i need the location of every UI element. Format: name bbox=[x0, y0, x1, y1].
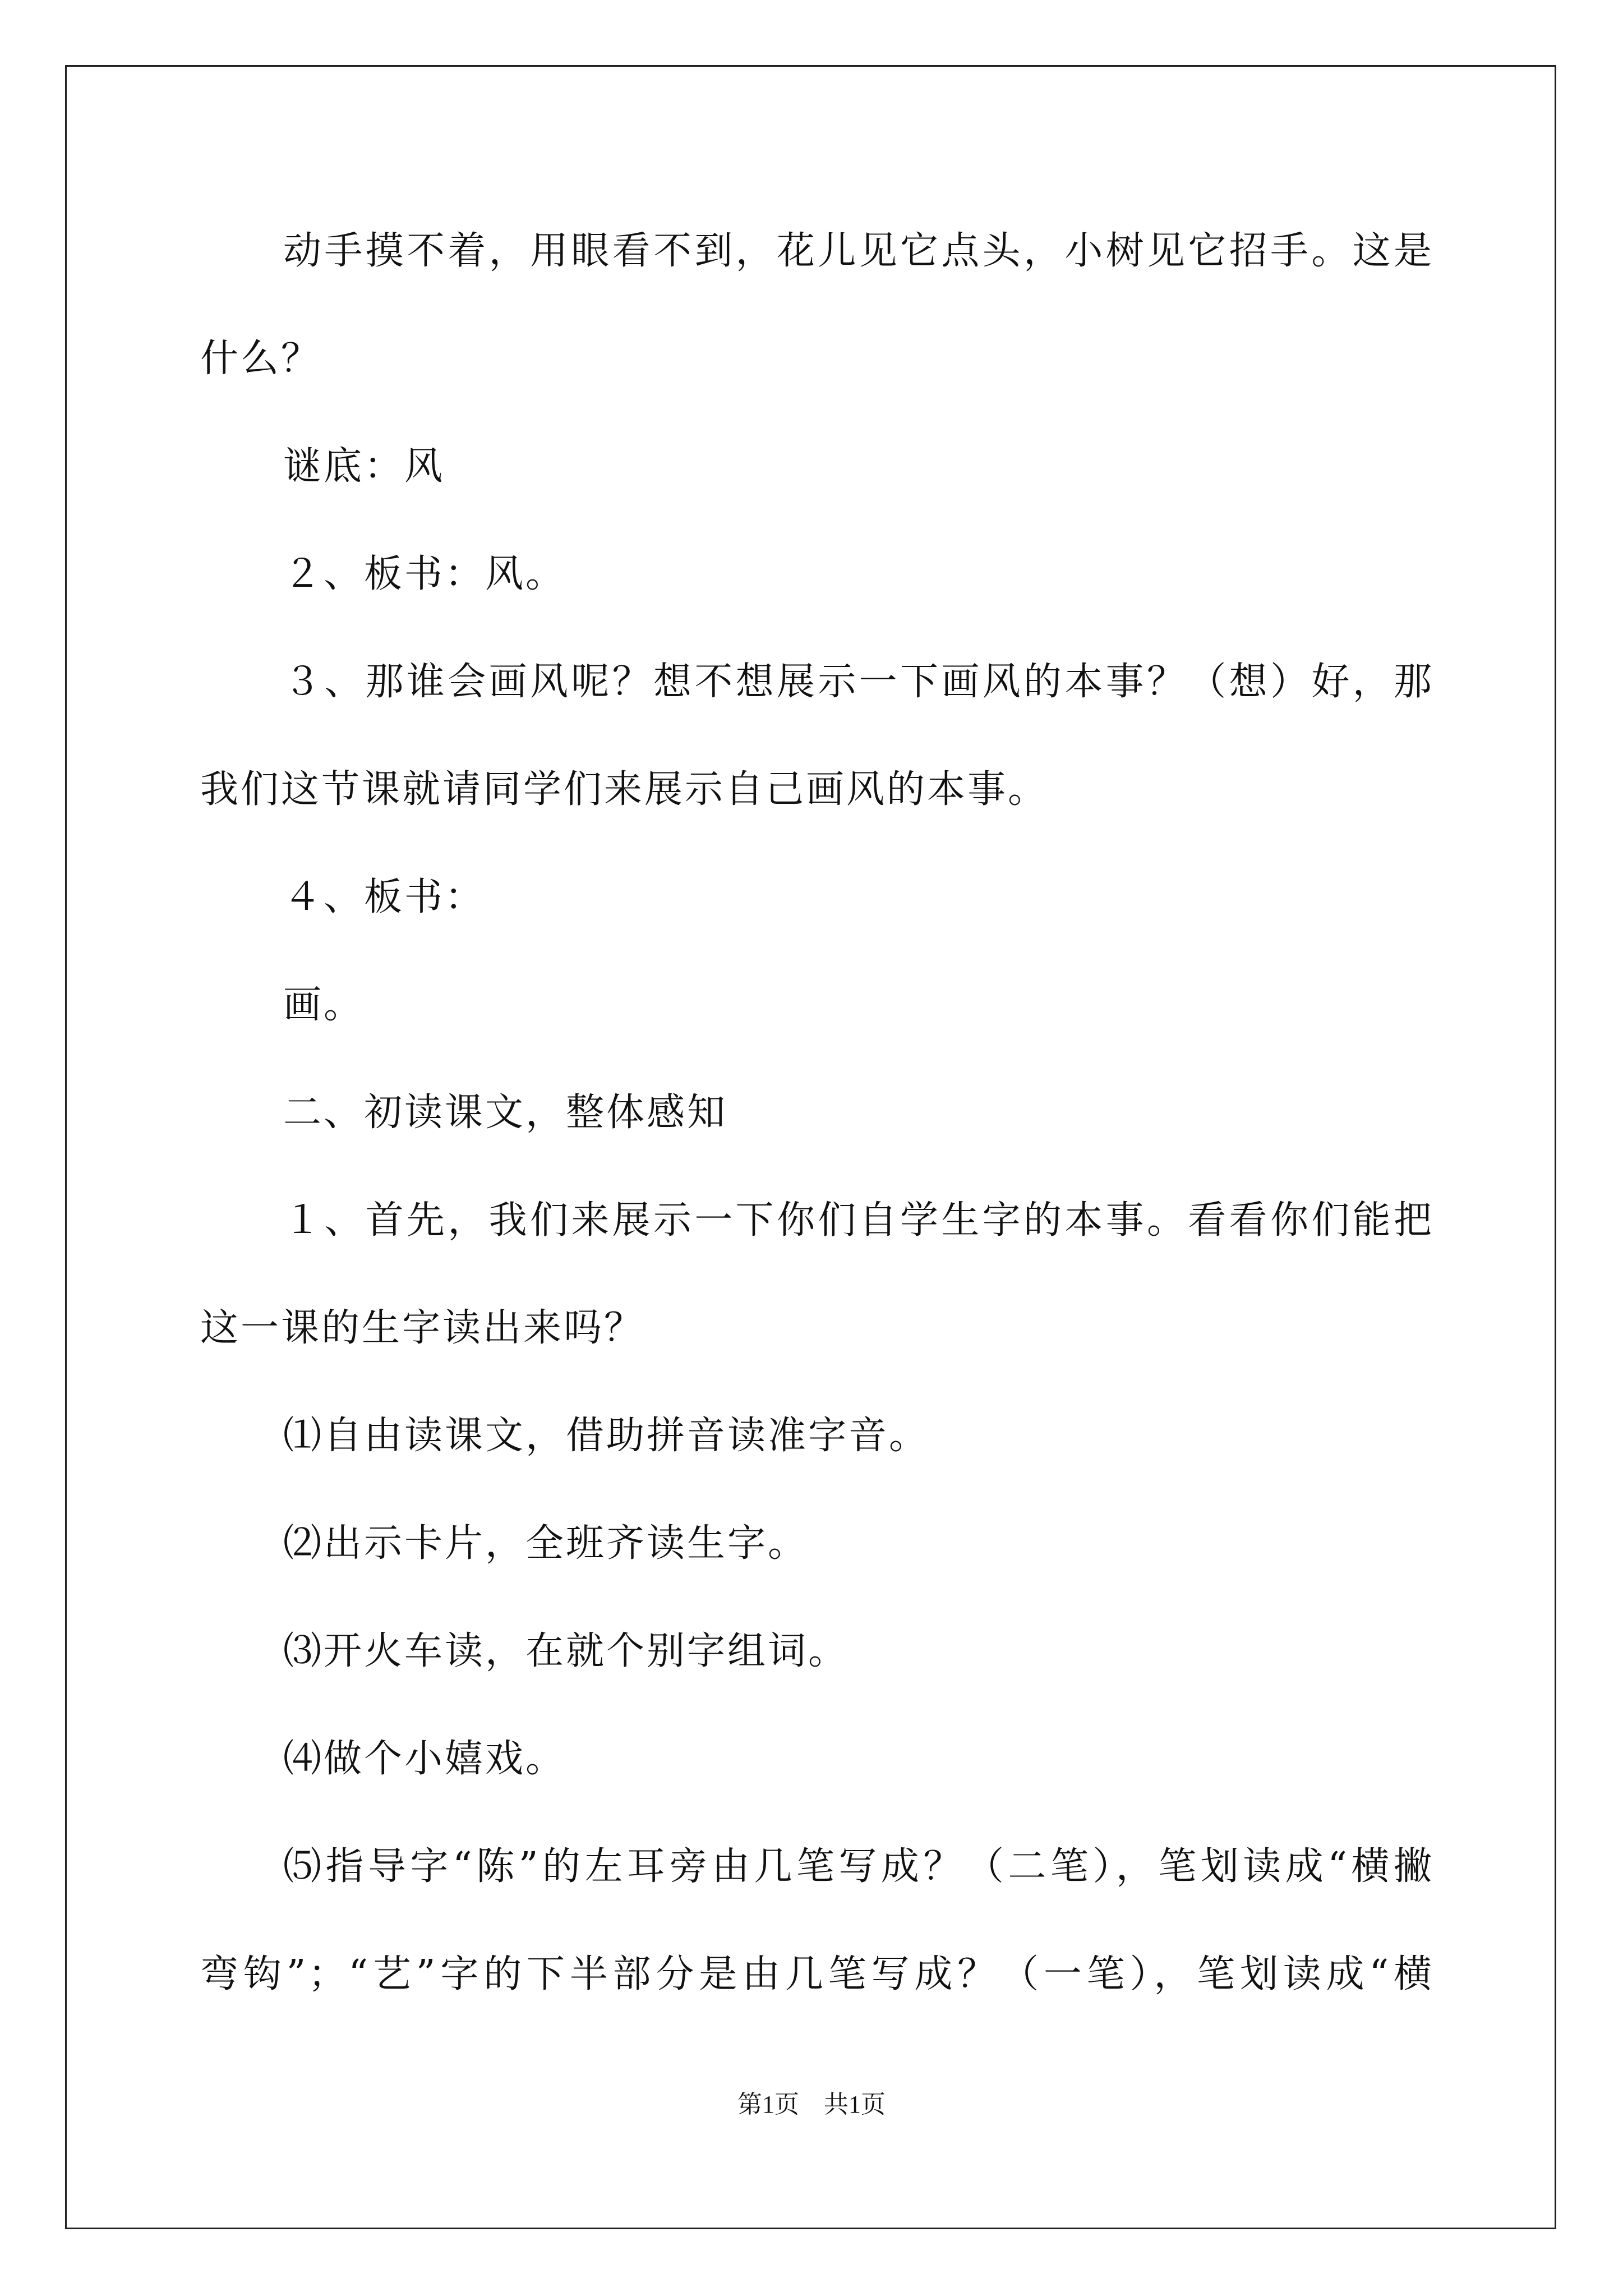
body-line-11: 这一课的生字读出来吗？ bbox=[200, 1306, 645, 1350]
body-line-8: 画。 bbox=[283, 983, 365, 1027]
body-line-4: ２、板书：风。 bbox=[283, 552, 566, 596]
list-item-3: ⑶开火车读，在就个别字组词。 bbox=[283, 1629, 849, 1673]
body-line-5: ３、那谁会画风呢？想不想展示一下画风的本事？（想）好，那 bbox=[283, 660, 1434, 704]
section-heading: 二、初读课文，整体感知 bbox=[283, 1091, 728, 1135]
body-line-1: 动手摸不着，用眼看不到，花儿见它点头，小树见它招手。这是 bbox=[283, 229, 1434, 273]
body-line-10: １、首先，我们来展示一下你们自学生字的本事。看看你们能把 bbox=[283, 1198, 1434, 1243]
body-line-17: 弯钩”；“艺”字的下半部分是由几笔写成？（一笔），笔划读成“横 bbox=[200, 1952, 1434, 1996]
list-item-4: ⑷做个小嬉戏。 bbox=[283, 1737, 566, 1781]
body-line-6: 我们这节课就请同学们来展示自己画风的本事。 bbox=[200, 767, 1049, 812]
page-number-footer: 第1页 共1页 bbox=[737, 2091, 886, 2118]
list-item-1: ⑴自由读课文，借助拼音读准字音。 bbox=[283, 1414, 930, 1458]
body-line-2: 什么？ bbox=[200, 337, 322, 381]
list-item-2: ⑵出示卡片，全班齐读生字。 bbox=[283, 1521, 809, 1566]
body-line-3: 谜底：风 bbox=[283, 444, 445, 489]
body-line-7: ４、板书： bbox=[283, 875, 486, 919]
page-border bbox=[65, 65, 1556, 2229]
list-item-5: ⑸指导字“陈”的左耳旁由几笔写成？（二笔），笔划读成“横撇 bbox=[283, 1844, 1434, 1889]
